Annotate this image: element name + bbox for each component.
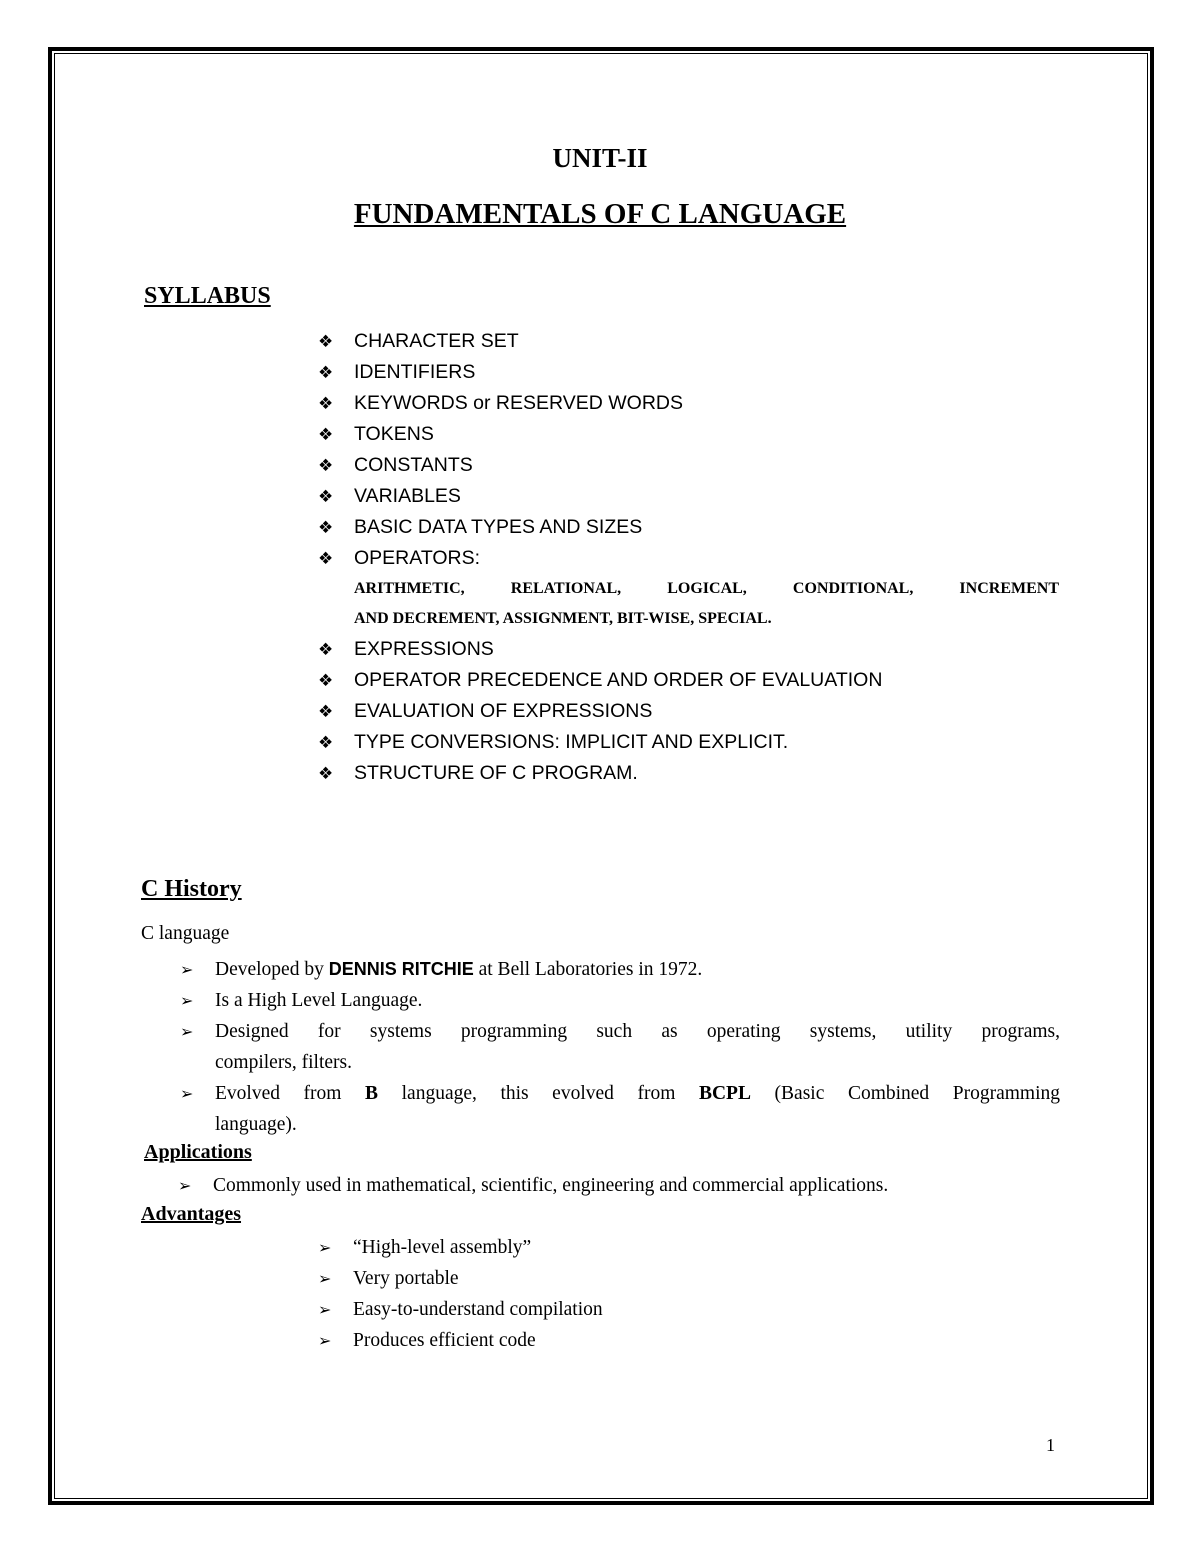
four-diamond-bullet-icon: ❖ [318, 518, 334, 537]
syllabus-item-operators: ❖ OPERATORS: [318, 543, 1059, 574]
operators-detail [354, 574, 1059, 634]
page-title: FUNDAMENTALS OF C LANGUAGE [353, 198, 847, 230]
arrowhead-bullet-icon: ➢ [180, 1084, 194, 1103]
arrowhead-bullet-icon: ➢ [318, 1331, 332, 1350]
applications-heading: Applications [144, 1141, 252, 1163]
syllabus-item: ❖ TOKENS [318, 419, 1059, 450]
four-diamond-bullet-icon: ❖ [318, 764, 334, 783]
list-item: ➢ Evolved from B language, this evolved from BCPL (Basic Combined Programming language). [180, 1078, 1060, 1140]
list-item: ➢ “High-level assembly” [318, 1232, 603, 1263]
syllabus-item: ❖ EVALUATION OF EXPRESSIONS [318, 696, 1059, 727]
syllabus-item: ❖ CONSTANTS [318, 450, 1059, 481]
four-diamond-bullet-icon: ❖ [318, 332, 334, 351]
syllabus-heading: SYLLABUS [144, 283, 271, 309]
four-diamond-bullet-icon: ❖ [318, 487, 334, 506]
syllabus-item: ❖ OPERATOR PRECEDENCE AND ORDER OF EVALUATION [318, 665, 1059, 696]
operators-detail-line1: ARITHMETIC, RELATIONAL, LOGICAL, CONDITIONAL, INCREMENT [354, 580, 1059, 597]
four-diamond-bullet-icon: ❖ [318, 549, 334, 568]
syllabus-item: ❖ CHARACTER SET [318, 326, 1059, 357]
history-heading: C History [141, 876, 242, 902]
four-diamond-bullet-icon: ❖ [318, 733, 334, 752]
list-item: ➢ Commonly used in mathematical, scientific, engineering and commercial applications. [178, 1170, 888, 1201]
arrowhead-bullet-icon: ➢ [318, 1238, 332, 1257]
four-diamond-bullet-icon: ❖ [318, 425, 334, 444]
page-number: 1 [1046, 1435, 1055, 1455]
list-item: ➢ Designed for systems programming such as operating systems, utility programs, compilers, filters. [180, 1016, 1060, 1078]
unit-title: UNIT-II [552, 143, 648, 173]
list-item: ➢ Developed by DENNIS RITCHIE at Bell Laboratories in 1972. [180, 954, 1060, 985]
operators-detail-line2: AND DECREMENT, ASSIGNMENT, BIT-WISE, SPECIAL. [354, 610, 772, 627]
syllabus-item: ❖ TYPE CONVERSIONS: IMPLICIT AND EXPLICIT. [318, 727, 1059, 758]
four-diamond-bullet-icon: ❖ [318, 394, 334, 413]
syllabus-item: ❖ STRUCTURE OF C PROGRAM. [318, 758, 1059, 789]
four-diamond-bullet-icon: ❖ [318, 456, 334, 475]
syllabus-item: ❖ IDENTIFIERS [318, 357, 1059, 388]
four-diamond-bullet-icon: ❖ [318, 363, 334, 382]
syllabus-item: ❖ VARIABLES [318, 481, 1059, 512]
syllabus-list [318, 326, 1059, 789]
history-intro: C language [141, 923, 230, 944]
syllabus-item: ❖ BASIC DATA TYPES AND SIZES [318, 512, 1059, 543]
arrowhead-bullet-icon: ➢ [180, 991, 194, 1010]
arrowhead-bullet-icon: ➢ [318, 1269, 332, 1288]
advantages-heading: Advantages [141, 1203, 242, 1225]
arrowhead-bullet-icon: ➢ [318, 1300, 332, 1319]
arrowhead-bullet-icon: ➢ [178, 1176, 192, 1195]
arrowhead-bullet-icon: ➢ [180, 1022, 194, 1041]
syllabus-item: ❖ KEYWORDS or RESERVED WORDS [318, 388, 1059, 419]
list-item: ➢ Is a High Level Language. [180, 985, 1060, 1016]
syllabus-item: ❖ EXPRESSIONS [318, 634, 1059, 665]
list-item: ➢ Very portable [318, 1263, 603, 1294]
list-item: ➢ Produces efficient code [318, 1325, 603, 1356]
operators-detail-container [318, 574, 1059, 634]
advantages-list [318, 1232, 603, 1356]
four-diamond-bullet-icon: ❖ [318, 702, 334, 721]
arrowhead-bullet-icon: ➢ [180, 960, 194, 979]
four-diamond-bullet-icon: ❖ [318, 640, 334, 659]
four-diamond-bullet-icon: ❖ [318, 671, 334, 690]
history-list [180, 954, 1060, 1140]
dennis-ritchie-name: DENNIS RITCHIE [328, 959, 474, 979]
applications-list [178, 1170, 888, 1201]
list-item: ➢ Easy-to-understand compilation [318, 1294, 603, 1325]
